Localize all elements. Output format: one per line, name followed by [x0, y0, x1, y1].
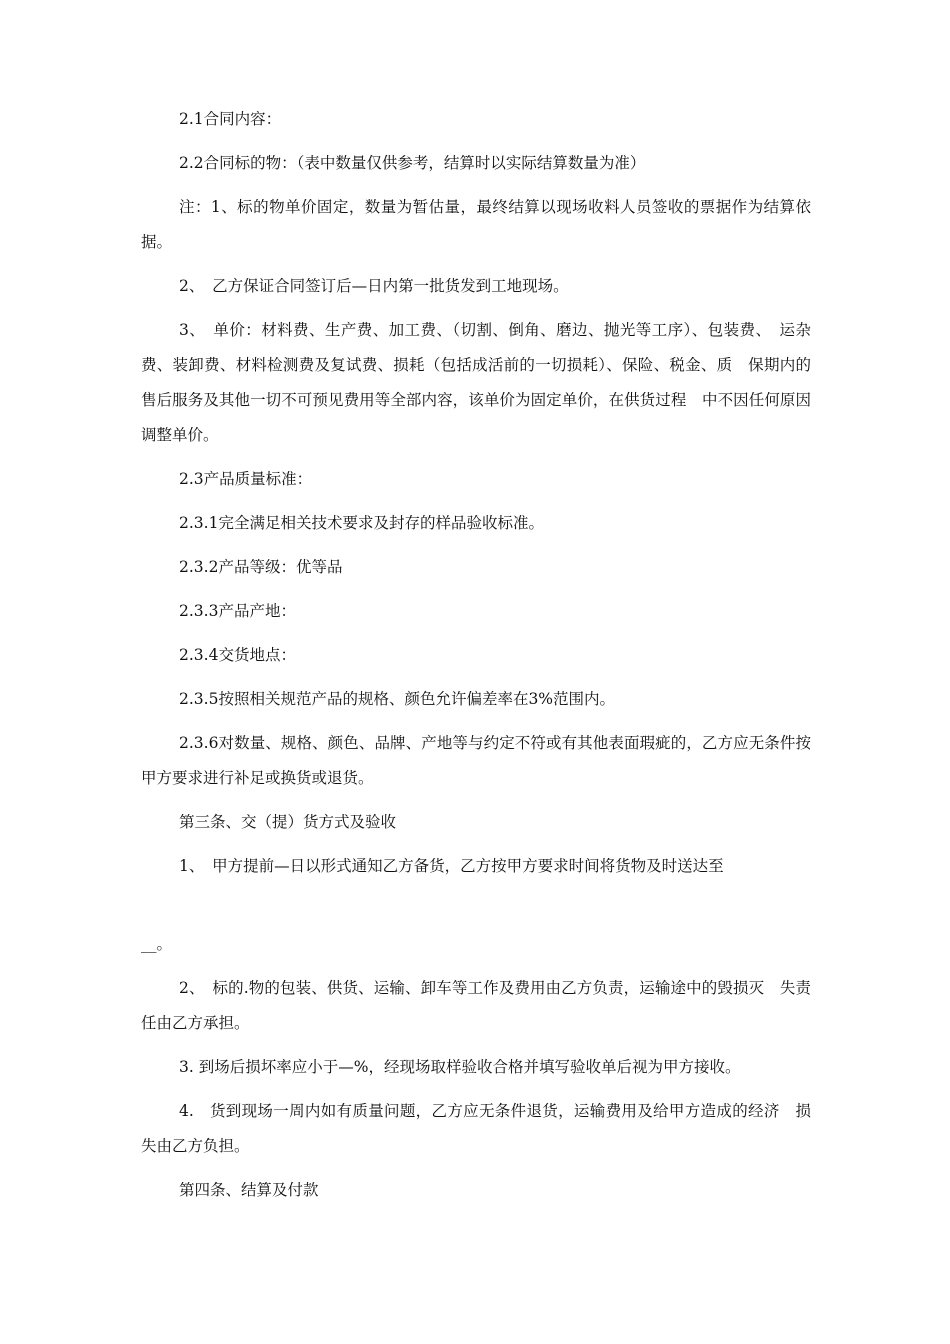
- clause-2-3-2: 2.3.2产品等级：优等品: [179, 558, 343, 576]
- clause-2-3-3: 2.3.3产品产地：: [179, 602, 296, 620]
- clause-2-3-1: 2.3.1完全满足相关技术要求及封存的样品验收标准。: [179, 514, 544, 532]
- item-3-unit-price: 3、 单价：材料费、生产费、加工费、（切割、倒角、磨边、抛光等工序）、包装费、 运杂费、装卸费、材料检测费及复试费、损耗（包括成活前的一切损耗）、保险、税金、质 保期内的售后服务及其他一切不可预见费用等全部内容，该单价为固定单价，在供货过程 中不因任何原因调整单价。: [141, 321, 811, 444]
- document-body: [141, 102, 811, 1217]
- item-2-first-delivery: 2、 乙方保证合同签订后—日内第一批货发到工地现场。: [179, 277, 569, 295]
- clause-2-3: 2.3产品质量标准：: [179, 470, 313, 488]
- clause-2-3-6: 2.3.6对数量、规格、颜色、品牌、产地等与约定不符或有其他表面瑕疵的，乙方应无条件按甲方要求进行补足或换货或退货。: [141, 734, 811, 787]
- clause-2-2: 2.2合同标的物：（表中数量仅供参考，结算时以实际结算数量为准）: [179, 154, 646, 172]
- blank-gap: [141, 893, 811, 927]
- article-4-heading: 第四条、结算及付款: [179, 1181, 319, 1199]
- article-3-item-3: 3. 到场后损坏率应小于—%，经现场取样验收合格并填写验收单后视为甲方接收。: [179, 1058, 741, 1076]
- article-3-item-4: 4. 货到现场一周内如有质量问题，乙方应无条件退货，运输费用及给甲方造成的经济 损失由乙方负担。: [141, 1102, 811, 1155]
- article-3-item-2: 2、 标的.物的包装、供货、运输、卸车等工作及费用由乙方负责，运输途中的毁损灭 失责任由乙方承担。: [141, 979, 811, 1032]
- clause-2-1: 2.1合同内容：: [179, 110, 282, 128]
- delivery-destination-blank: __。: [141, 935, 173, 953]
- clause-2-3-4: 2.3.4交货地点：: [179, 646, 296, 664]
- clause-2-3-5: 2.3.5按照相关规范产品的规格、颜色允许偏差率在3%范围内。: [179, 690, 616, 708]
- note-paragraph: 注：1、标的物单价固定，数量为暂估量，最终结算以现场收料人员签收的票据作为结算依据。: [141, 198, 811, 251]
- article-3-item-1: 1、 甲方提前—日以形式通知乙方备货，乙方按甲方要求时间将货物及时送达至: [179, 857, 724, 875]
- article-3-heading: 第三条、交（提）货方式及验收: [179, 813, 397, 831]
